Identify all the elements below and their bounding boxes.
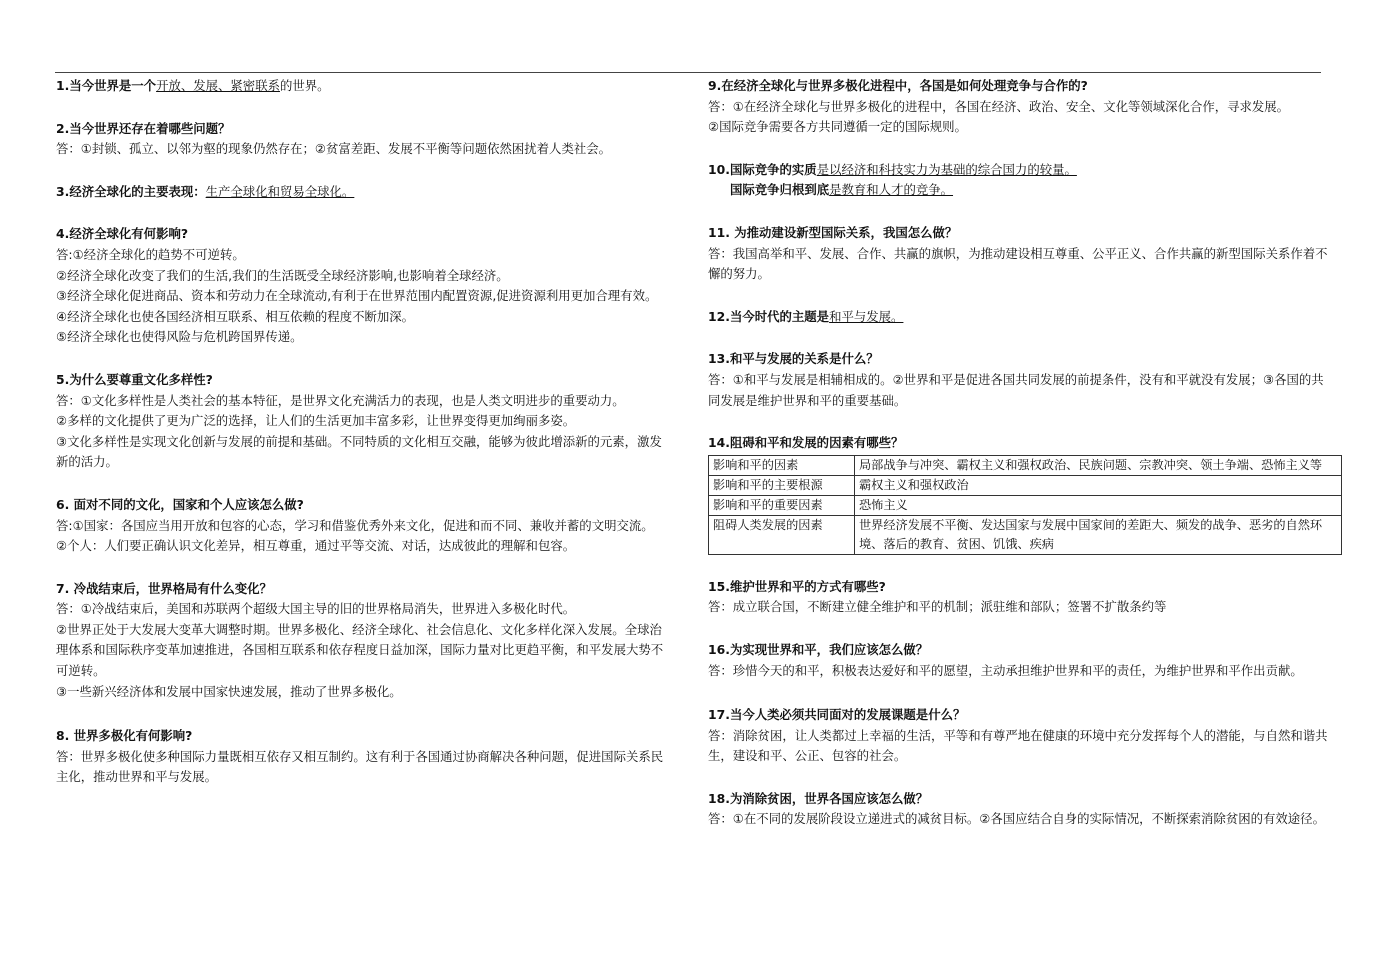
q16-title: 16.为实现世界和平，我们应该怎么做？ (708, 641, 929, 657)
q9-title: 9.在经济全球化与世界多极化进程中，各国是如何处理竞争与合作的? (708, 78, 1088, 93)
q8 (56, 726, 673, 788)
q1 (56, 76, 673, 97)
table-cell-value: 世界经济发展不平衡、发达国家与发展中国家间的差距大、频发的战争、恶劣的自然环境、落后的教育、贫困、饥饿、疾病 (855, 515, 1342, 554)
q1-underlined: 开放、发展、紧密联系 (156, 78, 280, 93)
q5-answer-3: ③文化多样性是实现文化创新与发展的前提和基础。不同特质的文化相互交融，能够为彼此增添新的元素，激发新的活力。 (56, 433, 662, 470)
q13-title: 13.和平与发展的关系是什么？ (708, 351, 879, 367)
q14-title: 14.阻碍和平和发展的因素有哪些？ (708, 435, 904, 451)
q11-title: 11. 为推动建设新型国际关系，我国怎么做？ (708, 224, 958, 240)
q13-answer: 答：①和平与发展是相辅相成的。②世界和平是促进各国共同发展的前提条件，没有和平就没有发展；③各国的共同发展是维护世界和平的重要基础。 (708, 371, 1324, 408)
q12-prefix: 12.当今时代的主题是 (708, 308, 830, 324)
table-row (709, 455, 1342, 475)
right-column (708, 76, 1328, 830)
q4-title: 4.经济全球化有何影响? (56, 226, 189, 242)
q7-title: 7. 冷战结束后，世界格局有什么变化？ (56, 580, 272, 596)
factors-table (708, 455, 1342, 555)
q7-answer-3: ③一些新兴经济体和发展中国家快速发展，推动了世界多极化。 (56, 683, 402, 699)
q8-title: 8. 世界多极化有何影响? (56, 728, 193, 744)
q10-line2-prefix: 国际竞争归根到底 (730, 182, 830, 198)
q2-title: 2.当今世界还存在着哪些问题？ (56, 120, 231, 136)
q4 (56, 224, 673, 348)
q4-answer-5: ⑤经济全球化也使得风险与危机跨国界传递。 (56, 329, 303, 345)
q7-answer-1: 答：①冷战结束后，美国和苏联两个超级大国主导的旧的世界格局消失，世界进入多极化时代。 (56, 601, 576, 617)
q16 (708, 640, 1328, 681)
q15-title: 15.维护世界和平的方式有哪些? (708, 578, 886, 594)
q5-answer-2: ②多样的文化提供了更为广泛的选择，让人们的生活更加丰富多彩，让世界变得更加绚丽多姿。 (56, 413, 576, 429)
q8-answer: 答：世界多极化使多种国际力量既相互依存又相互制约。这有利于各国通过协商解决各种问题，促进国际关系民主化，推动世界和平与发展。 (56, 748, 664, 785)
table-cell-key: 影响和平的因素 (709, 455, 855, 475)
q10-line1-underlined: 是以经济和科技实力为基础的综合国力的较量。 (816, 161, 1077, 177)
q4-answer-1: 答:①经济全球化的趋势不可逆转。 (56, 246, 245, 262)
table-cell-key: 影响和平的主要根源 (709, 475, 855, 495)
q7 (56, 579, 673, 703)
q3-underlined: 生产全球化和贸易全球化。 (205, 183, 355, 199)
q18 (708, 789, 1328, 830)
q10-line2-underlined: 是教育和人才的竞争。 (829, 182, 954, 198)
top-rule (55, 72, 1321, 73)
q16-answer: 答：珍惜今天的和平，积极表达爱好和平的愿望，主动承担维护世界和平的责任，为维护世界和平作出贡献。 (708, 662, 1303, 678)
table-row (709, 495, 1342, 515)
q10 (708, 160, 1328, 201)
q10-line1-prefix: 10.国际竞争的实质 (708, 161, 817, 177)
q5 (56, 370, 673, 473)
q15-answer: 答：成立联合国，不断建立健全维护和平的机制；派驻维和部队；签署不扩散条约等 (708, 599, 1167, 615)
q12-underlined: 和平与发展。 (829, 308, 904, 324)
q4-answer-2: ②经济全球化改变了我们的生活,我们的生活既受全球经济影响,也影响着全球经济。 (56, 267, 509, 283)
q6 (56, 495, 673, 557)
q9-answer-1: 答：①在经济全球化与世界多极化的进程中，各国在经济、政治、安全、文化等领域深化合作，寻求发展。 (708, 98, 1290, 114)
table-cell-value: 恐怖主义 (855, 495, 1342, 515)
q2-answer: 答：①封锁、孤立、以邻为壑的现象仍然存在；②贫富差距、发展不平衡等问题依然困扰着人类社会。 (56, 141, 612, 157)
q1-suffix: 的世界。 (279, 78, 330, 93)
table-cell-value: 霸权主义和强权政治 (855, 475, 1342, 495)
q17-title: 17.当今人类必须共同面对的发展课题是什么？ (708, 707, 966, 723)
q7-answer-2: ②世界正处于大发展大变革大调整时期。世界多极化、经济全球化、社会信息化、文化多样化深入发展。全球治理体系和国际秩序变革加速推进，各国相互联系和依存程度日益加深，国际力量对比更趋平衡，和平发展大势不可逆转。 (56, 621, 664, 679)
q3 (56, 182, 673, 203)
table-cell-value: 局部战争与冲突、霸权主义和强权政治、民族问题、宗教冲突、领土争端、恐怖主义等 (855, 455, 1342, 475)
q3-prefix: 3.经济全球化的主要表现： (56, 183, 206, 199)
q1-prefix: 1.当今世界是一个 (56, 78, 157, 93)
q18-answer: 答：①在不同的发展阶段设立递进式的减贫目标。②各国应结合自身的实际情况，不断探索消除贫困的有效途径。 (708, 811, 1325, 827)
q5-answer-1: 答：①文化多样性是人类社会的基本特征，是世界文化充满活力的表现，也是人类文明进步的重要动力。 (56, 392, 625, 408)
q9-answer-2: ②国际竞争需要各方共同遵循一定的国际规则。 (708, 119, 967, 135)
q18-title: 18.为消除贫困，世界各国应该怎么做？ (708, 790, 929, 806)
q9 (708, 76, 1328, 138)
q5-title: 5.为什么要尊重文化多样性? (56, 371, 213, 387)
q4-answer-3: ③经济全球化促进商品、资本和劳动力在全球流动,有利于在世界范围内配置资源,促进资源利用更加合理有效。 (56, 288, 658, 304)
q13 (708, 349, 1328, 411)
q11 (708, 223, 1328, 285)
q17 (708, 705, 1328, 767)
q11-answer: 答：我国高举和平、发展、合作、共赢的旗帜，为推动建设相互尊重、公平正义、合作共赢的新型国际关系作着不懈的努力。 (708, 245, 1328, 282)
q2 (56, 119, 673, 160)
q4-answer-4: ④经济全球化也使各国经济相互联系、相互依赖的程度不断加深。 (56, 308, 415, 324)
left-column (56, 76, 673, 788)
table-cell-key: 影响和平的重要因素 (709, 495, 855, 515)
q6-title: 6. 面对不同的文化，国家和个人应该怎么做? (56, 496, 304, 512)
q6-answer-2: ②个人：人们要正确认识文化差异，相互尊重，通过平等交流、对话，达成彼此的理解和包容。 (56, 538, 576, 554)
q15 (708, 577, 1328, 618)
q6-answer-1: 答:①国家：各国应当用开放和包容的心态，学习和借鉴优秀外来文化，促进和而不同、兼收并蓄的文明交流。 (56, 517, 654, 533)
table-row (709, 515, 1342, 554)
table-cell-key: 阻碍人类发展的因素 (709, 515, 855, 554)
q14 (708, 433, 1328, 555)
table-row (709, 475, 1342, 495)
q17-answer: 答：消除贫困，让人类都过上幸福的生活，平等和有尊严地在健康的环境中充分发挥每个人的潜能，与自然和谐共生，建设和平、公正、包容的社会。 (708, 727, 1328, 764)
q12 (708, 307, 1328, 328)
